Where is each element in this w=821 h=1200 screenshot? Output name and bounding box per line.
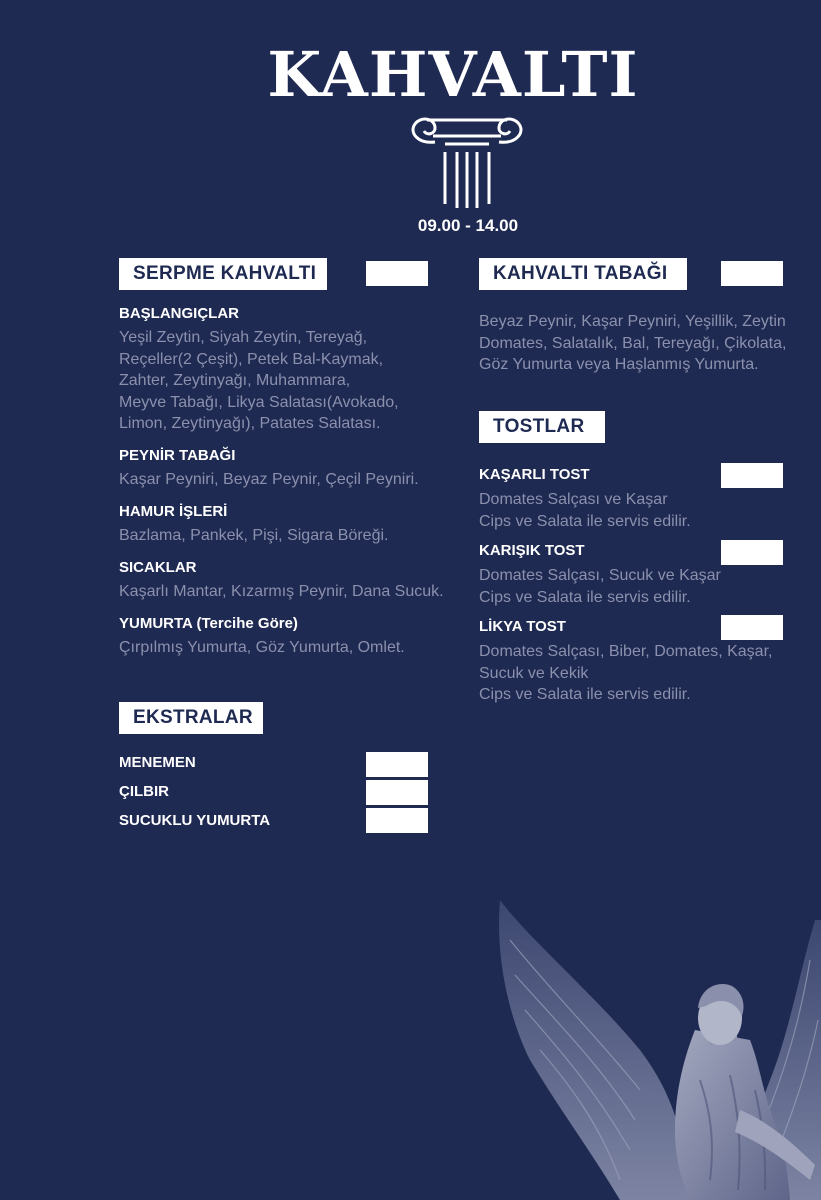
category-items: Çırpılmış Yumurta, Göz Yumurta, Omlet. [119,639,405,656]
extra-item: ÇILBIR [119,783,169,800]
tost-title: LİKYA TOST [479,618,566,635]
ionic-column-icon [405,112,529,212]
tost-title: KARIŞIK TOST [479,542,585,559]
category-title: SICAKLAR [119,559,197,576]
opening-hours: 09.00 - 14.00 [417,216,519,235]
kahvalti-tabagi-items: Beyaz Peynir, Kaşar Peyniri, Yeşillik, Zeytin Domates, Salatalık, Bal, Tereyağı, Çikolata, Göz Yumurta veya Haşlanmış Yumurta. [479,313,787,373]
category-items: Yeşil Zeytin, Siyah Zeytin, Tereyağ, Reçeller(2 Çeşit), Petek Bal-Kaymak, Zahter, Zeytinyağı, Muhammara, Meyve Tabağı, Likya Salatası(Avokado, Limon, Zeytinyağı), Patates Salatası. [119,329,399,432]
price-box-sucuklu-yumurta [366,808,428,833]
tost-desc: Domates Salçası, Biber, Domates, Kaşar, Sucuk ve Kekik Cips ve Salata ile servis edilir. [479,643,773,703]
tost-desc: Domates Salçası, Sucuk ve Kaşar Cips ve Salata ile servis edilir. [479,567,721,606]
tost-desc: Domates Salçası ve Kaşar Cips ve Salata ile servis edilir. [479,491,691,530]
price-box-serpme [366,261,428,286]
category-items: Kaşar Peyniri, Beyaz Peynir, Çeçil Peyniri. [119,471,419,488]
section-header-tostlar: TOSTLAR [479,411,605,443]
section-header-ekstralar: EKSTRALAR [119,702,263,734]
extra-item: SUCUKLU YUMURTA [119,812,271,829]
price-box-kahvalti-tabagi [721,261,783,286]
section-header-serpme: SERPME KAHVALTI [119,258,327,290]
section-header-kahvalti-tabagi: KAHVALTI TABAĞI [479,258,687,290]
price-box-karisik-tost [721,540,783,565]
angel-statue-image [470,880,821,1200]
category-title: BAŞLANGIÇLAR [119,305,239,322]
extra-item: MENEMEN [119,754,196,771]
page-title: KAHVALTI [267,38,639,111]
price-box-kasarli-tost [721,463,783,488]
category-items: Bazlama, Pankek, Pişi, Sigara Böreği. [119,527,389,544]
price-box-likya-tost [721,615,783,640]
category-title: PEYNİR TABAĞI [119,447,236,464]
price-box-menemen [366,752,428,777]
category-items: Kaşarlı Mantar, Kızarmış Peynir, Dana Sucuk. [119,583,444,600]
tost-title: KAŞARLI TOST [479,466,590,483]
price-box-cilbir [366,780,428,805]
category-title: YUMURTA (Tercihe Göre) [119,615,298,632]
category-title: HAMUR İŞLERİ [119,503,228,520]
